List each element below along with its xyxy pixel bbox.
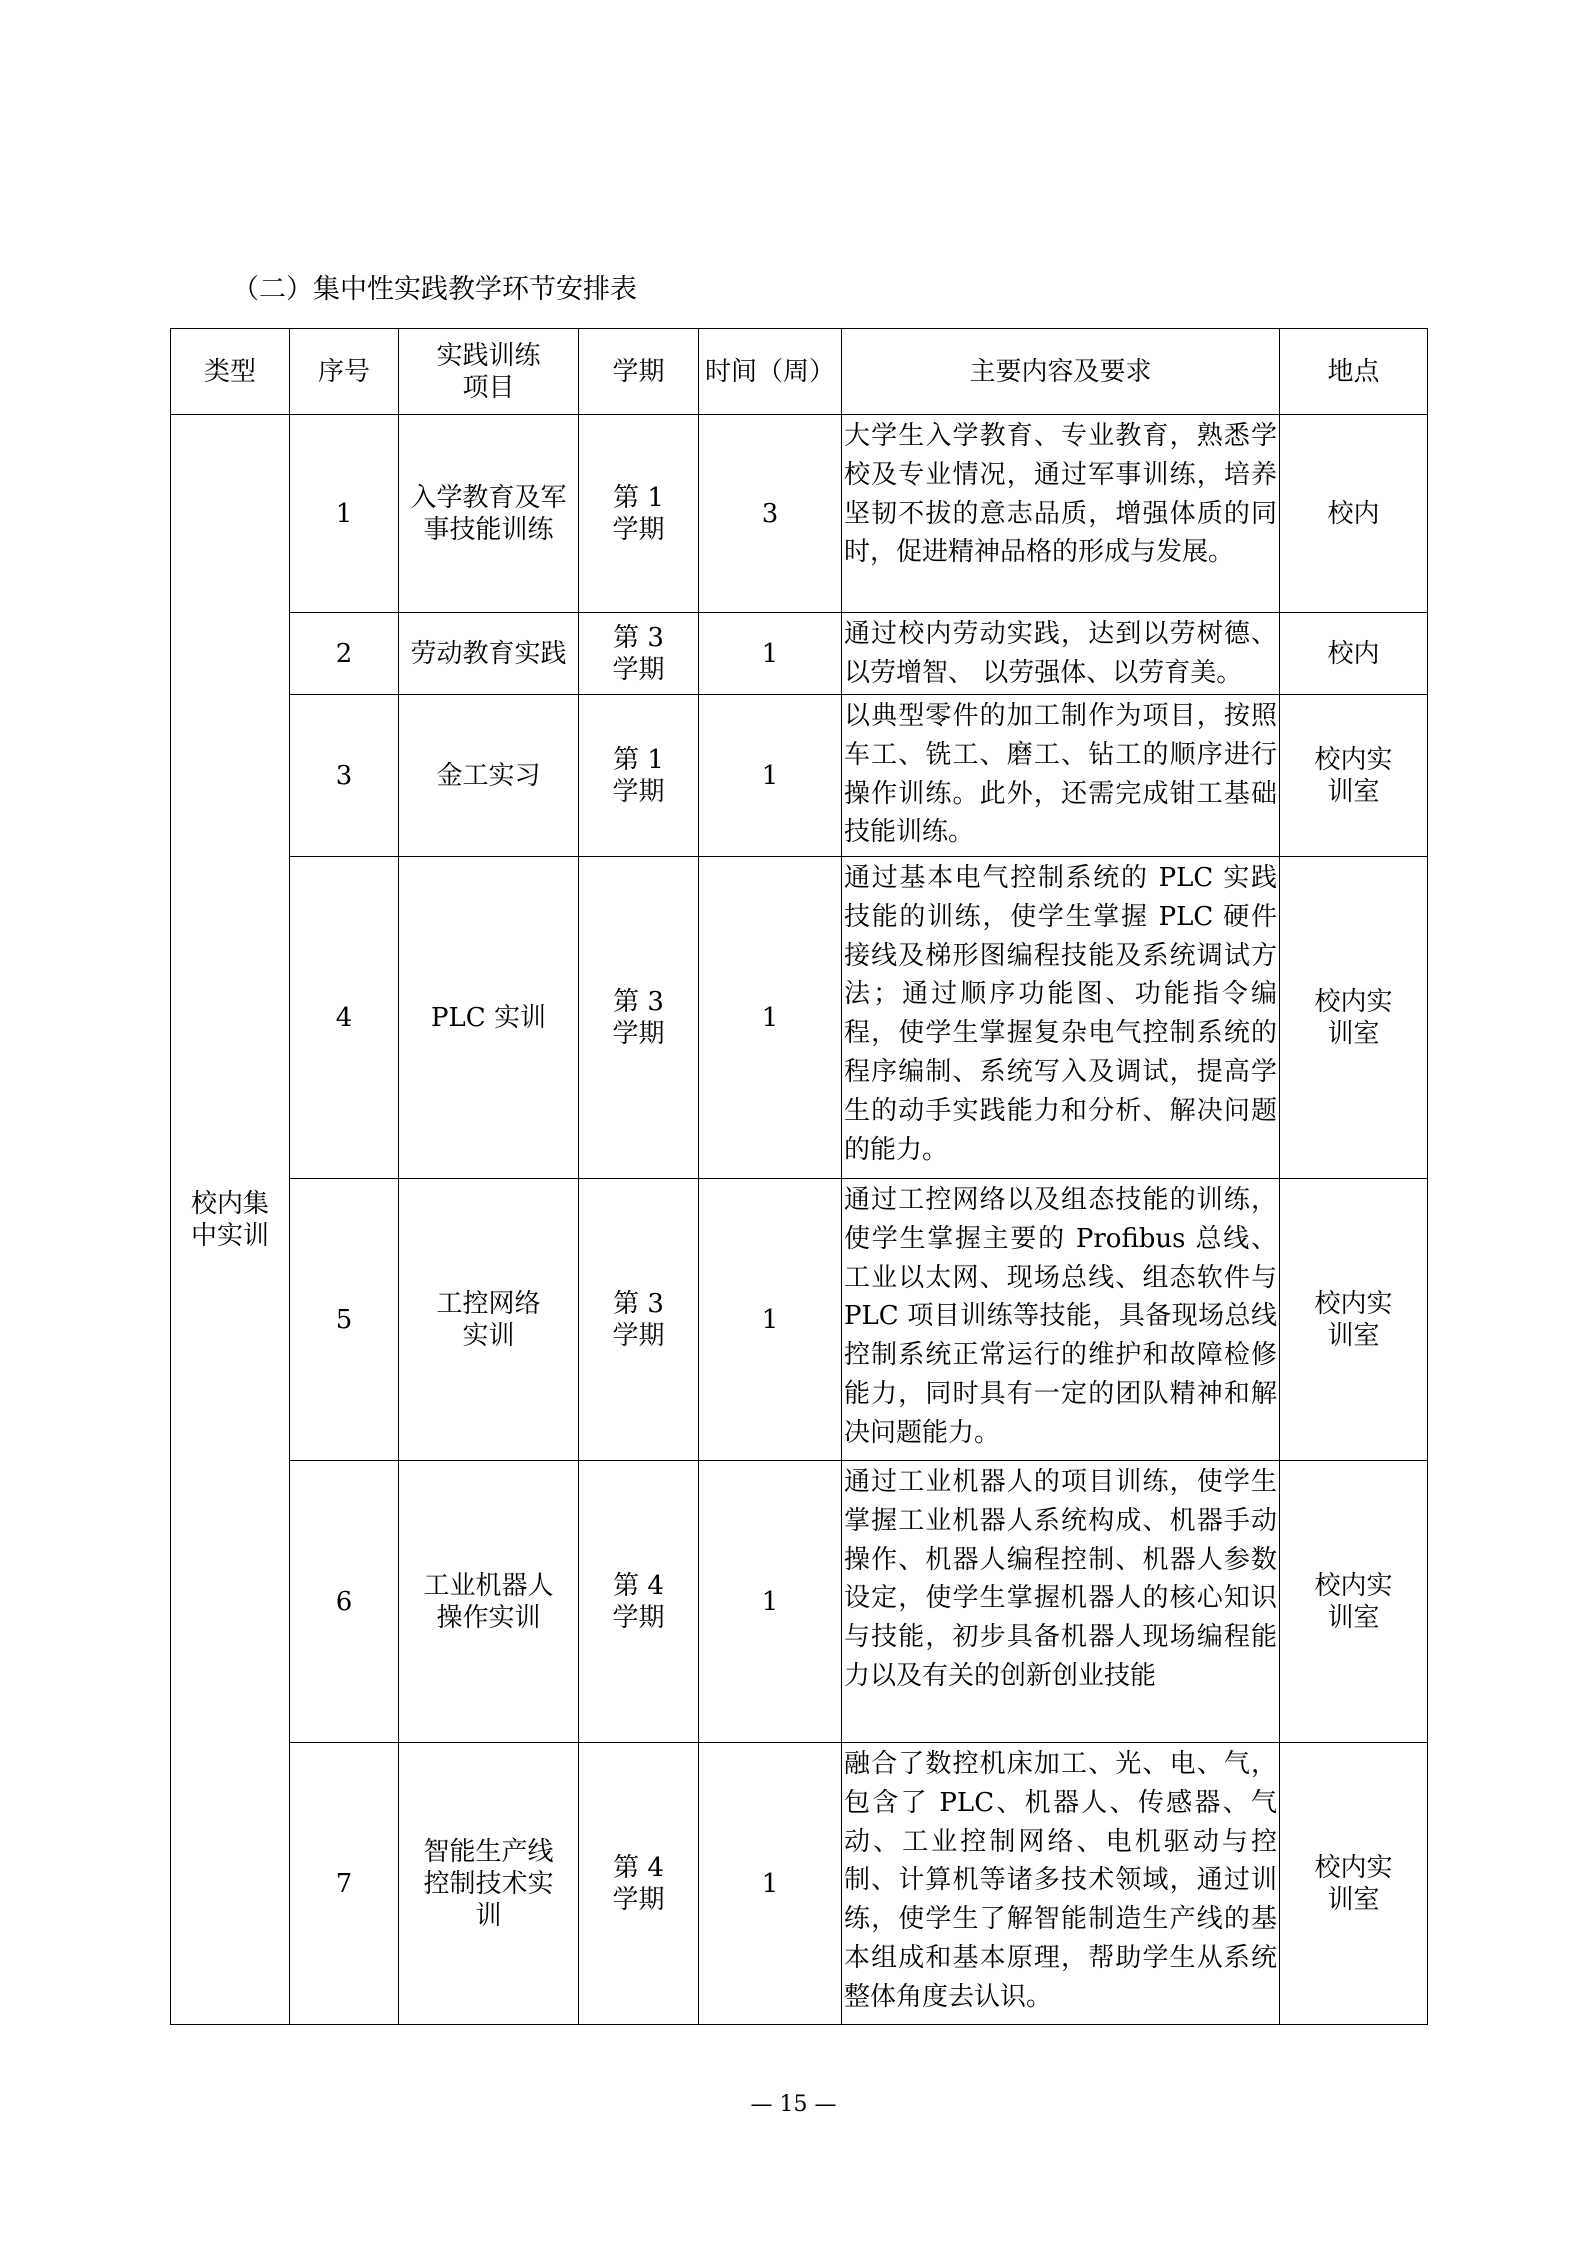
row-weeks: 1 xyxy=(699,857,842,1179)
row-project xyxy=(399,1179,579,1461)
row-no: 1 xyxy=(290,415,399,613)
row-location-text: 校内实训室 xyxy=(1314,986,1393,1049)
row-semester-text: 第 3 学期 xyxy=(612,986,665,1049)
row-weeks: 3 xyxy=(699,415,842,613)
row-no: 4 xyxy=(290,857,399,1179)
header-semester: 学期 xyxy=(579,329,699,415)
row-semester xyxy=(579,857,699,1179)
section-title: （二）集中性实践教学环节安排表 xyxy=(232,274,637,305)
row-project-text: 智能生产线控制技术实训 xyxy=(423,1836,554,1931)
row-location xyxy=(1280,1461,1428,1743)
category-cell xyxy=(171,415,290,2025)
page-number: — 15 — xyxy=(750,2092,837,2117)
row-location-text: 校内实训室 xyxy=(1314,744,1393,807)
table-row xyxy=(171,1743,1428,2025)
row-project: 入学教育及军事技能训练 xyxy=(399,415,579,613)
row-location-text: 校内实训室 xyxy=(1314,1852,1393,1915)
row-semester xyxy=(579,1179,699,1461)
row-content: 通过基本电气控制系统的 PLC 实践技能的训练，使学生掌握 PLC 硬件接线及梯形图编程技能及系统调试方法；通过顺序功能图、功能指令编程，使学生掌握复杂电气控制系统的程序编制、系统写入及调试，提高学生的动手实践能力和分析、解决问题的能力。 xyxy=(842,857,1280,1179)
row-weeks: 1 xyxy=(699,1461,842,1743)
header-project xyxy=(399,329,579,415)
table-row xyxy=(171,1461,1428,1743)
row-location xyxy=(1280,1743,1428,2025)
header-type: 类型 xyxy=(171,329,290,415)
row-project-text: 工业机器人操作实训 xyxy=(423,1570,554,1633)
table-row xyxy=(171,857,1428,1179)
header-no: 序号 xyxy=(290,329,399,415)
table-row xyxy=(171,415,1428,613)
row-location xyxy=(1280,695,1428,857)
row-weeks: 1 xyxy=(699,1179,842,1461)
header-content: 主要内容及要求 xyxy=(842,329,1280,415)
row-semester-text: 第 1 学期 xyxy=(612,744,665,807)
row-semester-text: 第 4 学期 xyxy=(612,1852,665,1915)
row-content: 通过工业机器人的项目训练，使学生掌握工业机器人系统构成、机器手动操作、机器人编程控制、机器人参数设定，使学生掌握机器人的核心知识与技能，初步具备机器人现场编程能力以及有关的创新创业技能 xyxy=(842,1461,1280,1743)
row-project xyxy=(399,1461,579,1743)
row-content: 通过工控网络以及组态技能的训练，使学生掌握主要的 Profibus 总线、工业以太网、现场总线、组态软件与 PLC 项目训练等技能，具备现场总线控制系统正常运行的维护和故障检修能力，同时具有一定的团队精神和解决问题能力。 xyxy=(842,1179,1280,1461)
row-weeks: 1 xyxy=(699,1743,842,2025)
row-project: 金工实习 xyxy=(399,695,579,857)
header-location: 地点 xyxy=(1280,329,1428,415)
row-weeks: 1 xyxy=(699,695,842,857)
row-location: 校内 xyxy=(1280,415,1428,613)
row-location-text: 校内实训室 xyxy=(1314,1288,1393,1351)
row-content: 融合了数控机床加工、光、电、气，包含了 PLC、机器人、传感器、气动、工业控制网络、电机驱动与控制、计算机等诸多技术领域，通过训练，使学生了解智能制造生产线的基本组成和基本原理，帮助学生从系统整体角度去认识。 xyxy=(842,1743,1280,2025)
row-project: 劳动教育实践 xyxy=(399,613,579,695)
row-no: 6 xyxy=(290,1461,399,1743)
row-project-text: 工控网络实训 xyxy=(436,1288,541,1351)
row-semester xyxy=(579,415,699,613)
row-content: 大学生入学教育、专业教育，熟悉学校及专业情况，通过军事训练，培养坚韧不拔的意志品质，增强体质的同时，促进精神品格的形成与发展。 xyxy=(842,415,1280,613)
row-no: 3 xyxy=(290,695,399,857)
row-semester xyxy=(579,695,699,857)
row-semester xyxy=(579,613,699,695)
table-header-row xyxy=(171,329,1428,415)
row-weeks: 1 xyxy=(699,613,842,695)
row-semester xyxy=(579,1743,699,2025)
row-semester-text: 第 3 学期 xyxy=(612,1288,665,1351)
practice-schedule-table xyxy=(170,328,1428,2025)
category-text: 校内集中实训 xyxy=(191,1188,270,1251)
row-location-text: 校内实训室 xyxy=(1314,1570,1393,1633)
row-semester-text: 第 1 学期 xyxy=(612,482,665,545)
header-project-text: 实践训练项目 xyxy=(436,340,541,403)
row-semester-text: 第 3 学期 xyxy=(612,622,665,685)
row-content: 以典型零件的加工制作为项目，按照车工、铣工、磨工、钻工的顺序进行操作训练。此外，还需完成钳工基础技能训练。 xyxy=(842,695,1280,857)
header-weeks: 时间（周） xyxy=(699,329,842,415)
row-content: 通过校内劳动实践，达到以劳树德、以劳增智、 以劳强体、以劳育美。 xyxy=(842,613,1280,695)
table-row xyxy=(171,1179,1428,1461)
row-no: 7 xyxy=(290,1743,399,2025)
row-location: 校内 xyxy=(1280,613,1428,695)
row-location xyxy=(1280,1179,1428,1461)
row-no: 5 xyxy=(290,1179,399,1461)
row-semester xyxy=(579,1461,699,1743)
row-project: PLC 实训 xyxy=(399,857,579,1179)
table-row xyxy=(171,613,1428,695)
row-no: 2 xyxy=(290,613,399,695)
row-project xyxy=(399,1743,579,2025)
row-location xyxy=(1280,857,1428,1179)
table-row xyxy=(171,695,1428,857)
row-semester-text: 第 4 学期 xyxy=(612,1570,665,1633)
